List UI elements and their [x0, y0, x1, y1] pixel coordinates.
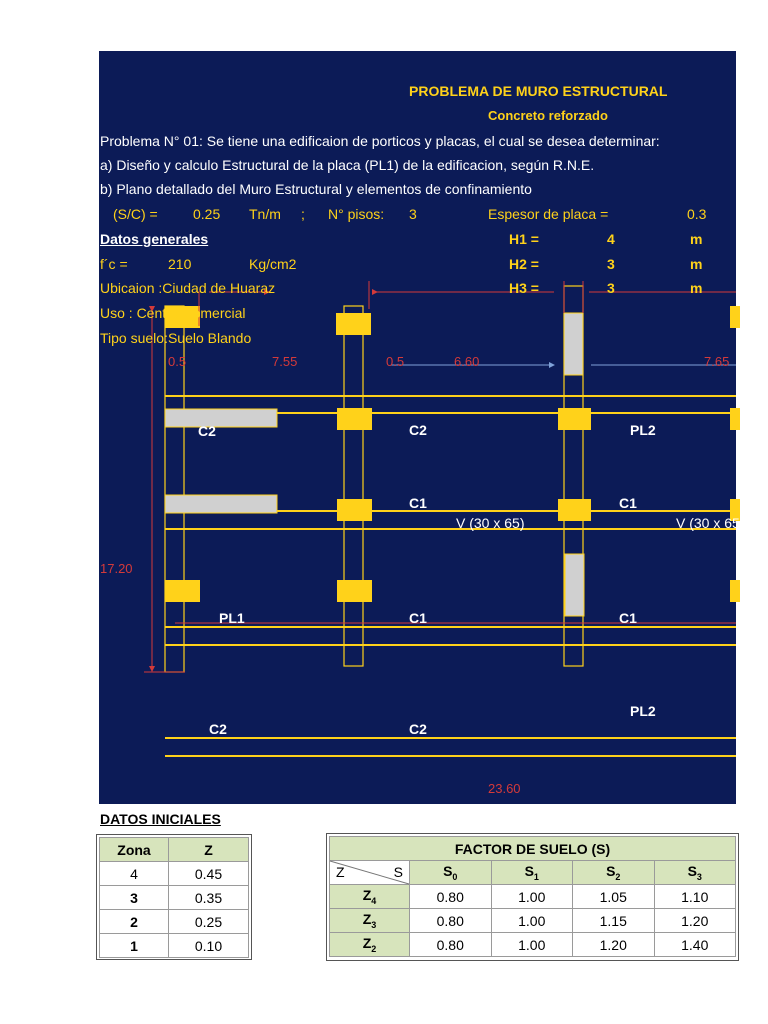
- s3-header: $S_3$: [654, 861, 736, 885]
- zona-cell: 2: [100, 910, 169, 934]
- sc-unit: Tn/m: [249, 206, 281, 222]
- h3-label: H3 =: [509, 280, 539, 296]
- table-row: [100, 934, 249, 958]
- datos-iniciales-heading: DATOS INICIALES: [100, 811, 221, 827]
- h1-unit: m: [690, 231, 703, 247]
- factor-cell: 0.80: [410, 885, 492, 909]
- dim-0-5-a: 0.5: [168, 354, 187, 369]
- ubicacion: Ubicaion :Ciudad de Huaraz: [100, 280, 276, 296]
- z2-header: $Z_2$: [330, 933, 410, 957]
- z4-header: $Z_4$: [330, 885, 410, 909]
- fc-unit: Kg/cm2: [249, 256, 297, 272]
- s1-header: $S_1$: [491, 861, 573, 885]
- factor-table: [329, 836, 736, 957]
- factor-cell: 1.40: [654, 933, 736, 957]
- label-c2-b: C2: [409, 422, 427, 438]
- label-beam-v1: V (30 x 65): [456, 515, 525, 531]
- dim-total-height: 17.20: [100, 561, 133, 576]
- fc-value: 210: [168, 256, 192, 272]
- label-beam-v2: V (30 x 65): [676, 515, 745, 531]
- sc-label: (S/C) =: [113, 206, 158, 222]
- h2-unit: m: [690, 256, 703, 272]
- zona-cell: 4: [100, 862, 169, 886]
- table-row: [100, 910, 249, 934]
- z3-header: $Z_3$: [330, 909, 410, 933]
- h1-label: H1 =: [509, 231, 539, 247]
- beam-lines: [165, 396, 736, 756]
- factor-cell: 1.00: [491, 933, 573, 957]
- zona-header: Zona: [100, 838, 169, 862]
- item-a: a) Diseño y calculo Estructural de la placa (PL1) de la edificacion, según R.N.E.: [100, 157, 595, 173]
- fc-label: f´c =: [100, 256, 128, 272]
- dim-7-65: 7.65: [704, 354, 730, 369]
- factor-cell: 1.00: [491, 909, 573, 933]
- h1-value: 4: [607, 231, 615, 247]
- label-c2-d: C2: [409, 721, 427, 737]
- label-c2-c: C2: [209, 721, 227, 737]
- wall-blocks: [165, 313, 584, 616]
- datos-generales-heading: Datos generales: [100, 231, 209, 247]
- factor-table-title: FACTOR DE SUELO (S): [330, 837, 736, 861]
- h3-unit: m: [690, 280, 703, 296]
- h2-value: 3: [607, 256, 615, 272]
- factor-cell: 1.10: [654, 885, 736, 909]
- z-cell: 0.25: [169, 910, 249, 934]
- label-pl2-b: PL2: [630, 703, 656, 719]
- pisos-value: 3: [409, 206, 417, 222]
- s2-header: $S_2$: [573, 861, 655, 885]
- table-row: [330, 909, 736, 933]
- factor-cell: 0.80: [410, 933, 492, 957]
- factor-cell: 1.00: [491, 885, 573, 909]
- z-cell: 0.35: [169, 886, 249, 910]
- corner-cell: [330, 861, 410, 885]
- dim-0-5-b: 0.5: [386, 354, 405, 369]
- label-c1-a: C1: [409, 495, 427, 511]
- page-title: PROBLEMA DE MURO ESTRUCTURAL: [409, 83, 668, 99]
- label-c1-c: C1: [409, 610, 427, 626]
- factor-cell: 1.15: [573, 909, 655, 933]
- z-cell: 0.10: [169, 934, 249, 958]
- sheet-panel: [99, 51, 745, 804]
- zona-cell: 3: [100, 886, 169, 910]
- z-cell: 0.45: [169, 862, 249, 886]
- pisos-label: N° pisos:: [328, 206, 385, 222]
- problem-statement: Problema N° 01: Se tiene una edificaion de porticos y placas, el cual se desea determinar:: [100, 133, 660, 149]
- h3-value: 3: [607, 280, 615, 296]
- espesor-label: Espesor de placa =: [488, 206, 609, 222]
- label-pl1: PL1: [219, 610, 245, 626]
- page-subtitle: Concreto reforzado: [488, 108, 608, 123]
- h2-label: H2 =: [509, 256, 539, 272]
- zona-table: [99, 837, 249, 958]
- factor-cell: 1.20: [573, 933, 655, 957]
- factor-cell: 0.80: [410, 909, 492, 933]
- dim-6-60: 6.60: [454, 354, 480, 369]
- label-pl2-a: PL2: [630, 422, 656, 438]
- label-c1-d: C1: [619, 610, 637, 626]
- separator: ;: [301, 206, 305, 222]
- table-row: [330, 933, 736, 957]
- sc-value: 0.25: [193, 206, 221, 222]
- espesor-value: 0.3: [687, 206, 707, 222]
- table-row: [100, 886, 249, 910]
- table-row: [330, 885, 736, 909]
- factor-cell: 1.20: [654, 909, 736, 933]
- z-header: Z: [169, 838, 249, 862]
- uso: Uso : Centro Comercial: [100, 305, 246, 321]
- zona-cell: 1: [100, 934, 169, 958]
- tipo-suelo: Tipo suelo:Suelo Blando: [100, 330, 252, 346]
- table-row: [100, 862, 249, 886]
- factor-cell: 1.05: [573, 885, 655, 909]
- corner-s: S: [393, 864, 403, 880]
- dim-7-55: 7.55: [272, 354, 298, 369]
- yellow-columns: [165, 306, 740, 602]
- dim-total-width: 23.60: [488, 781, 521, 796]
- s0-header: $S_0$: [410, 861, 492, 885]
- label-c1-b: C1: [619, 495, 637, 511]
- corner-z: Z: [336, 864, 345, 880]
- item-b: b) Plano detallado del Muro Estructural y elementos de confinamiento: [100, 181, 532, 197]
- label-c2-a: C2: [198, 423, 216, 439]
